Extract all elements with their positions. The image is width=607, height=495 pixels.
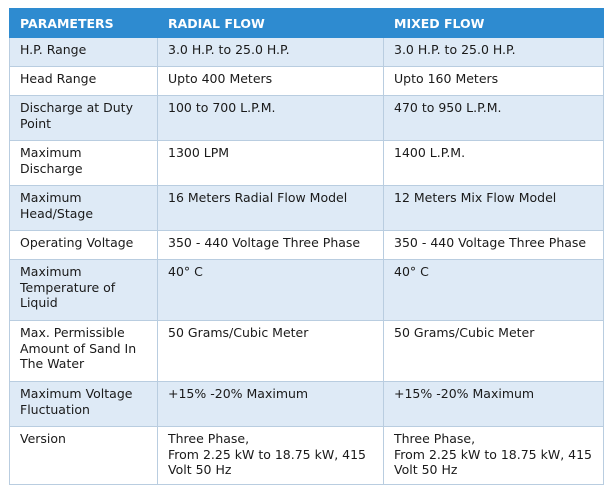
parameter-cell: Version [10, 427, 158, 485]
radial-cell: 50 Grams/Cubic Meter [158, 321, 384, 382]
radial-cell: 16 Meters Radial Flow Model [158, 186, 384, 231]
table-row [10, 427, 604, 485]
radial-cell: 100 to 700 L.P.M. [158, 96, 384, 141]
parameter-cell: Operating Voltage [10, 231, 158, 260]
radial-cell: 3.0 H.P. to 25.0 H.P. [158, 38, 384, 67]
radial-cell: 1300 LPM [158, 141, 384, 186]
parameter-cell: Maximum Discharge [10, 141, 158, 186]
mixed-cell: 350 - 440 Voltage Three Phase [384, 231, 604, 260]
header-radial-flow: RADIAL FLOW [158, 9, 384, 38]
table-row [10, 186, 604, 231]
header-row [10, 9, 604, 38]
table-row [10, 96, 604, 141]
mixed-cell: 40° C [384, 260, 604, 321]
table-row [10, 141, 604, 186]
pump-specifications-table [9, 8, 604, 485]
radial-cell: Three Phase, From 2.25 kW to 18.75 kW, 415 Volt 50 Hz [158, 427, 384, 485]
parameter-cell: Max. Permissible Amount of Sand In The Water [10, 321, 158, 382]
mixed-cell: 470 to 950 L.P.M. [384, 96, 604, 141]
mixed-cell: Three Phase, From 2.25 kW to 18.75 kW, 415 Volt 50 Hz [384, 427, 604, 485]
table-row [10, 67, 604, 96]
radial-cell: 350 - 440 Voltage Three Phase [158, 231, 384, 260]
table-body [10, 38, 604, 485]
table-row [10, 260, 604, 321]
radial-cell: 40° C [158, 260, 384, 321]
table-row [10, 382, 604, 427]
parameter-cell: Maximum Head/Stage [10, 186, 158, 231]
radial-cell: +15% -20% Maximum [158, 382, 384, 427]
mixed-cell: 12 Meters Mix Flow Model [384, 186, 604, 231]
mixed-cell: 50 Grams/Cubic Meter [384, 321, 604, 382]
table-header [10, 9, 604, 38]
mixed-cell: Upto 160 Meters [384, 67, 604, 96]
table-row [10, 231, 604, 260]
table-row [10, 38, 604, 67]
parameter-cell: Head Range [10, 67, 158, 96]
header-mixed-flow: MIXED FLOW [384, 9, 604, 38]
mixed-cell: 1400 L.P.M. [384, 141, 604, 186]
parameter-cell: Maximum Voltage Fluctuation [10, 382, 158, 427]
mixed-cell: +15% -20% Maximum [384, 382, 604, 427]
radial-cell: Upto 400 Meters [158, 67, 384, 96]
parameter-cell: H.P. Range [10, 38, 158, 67]
header-parameters: PARAMETERS [10, 9, 158, 38]
table-row [10, 321, 604, 382]
mixed-cell: 3.0 H.P. to 25.0 H.P. [384, 38, 604, 67]
parameter-cell: Discharge at Duty Point [10, 96, 158, 141]
parameter-cell: Maximum Temperature of Liquid [10, 260, 158, 321]
